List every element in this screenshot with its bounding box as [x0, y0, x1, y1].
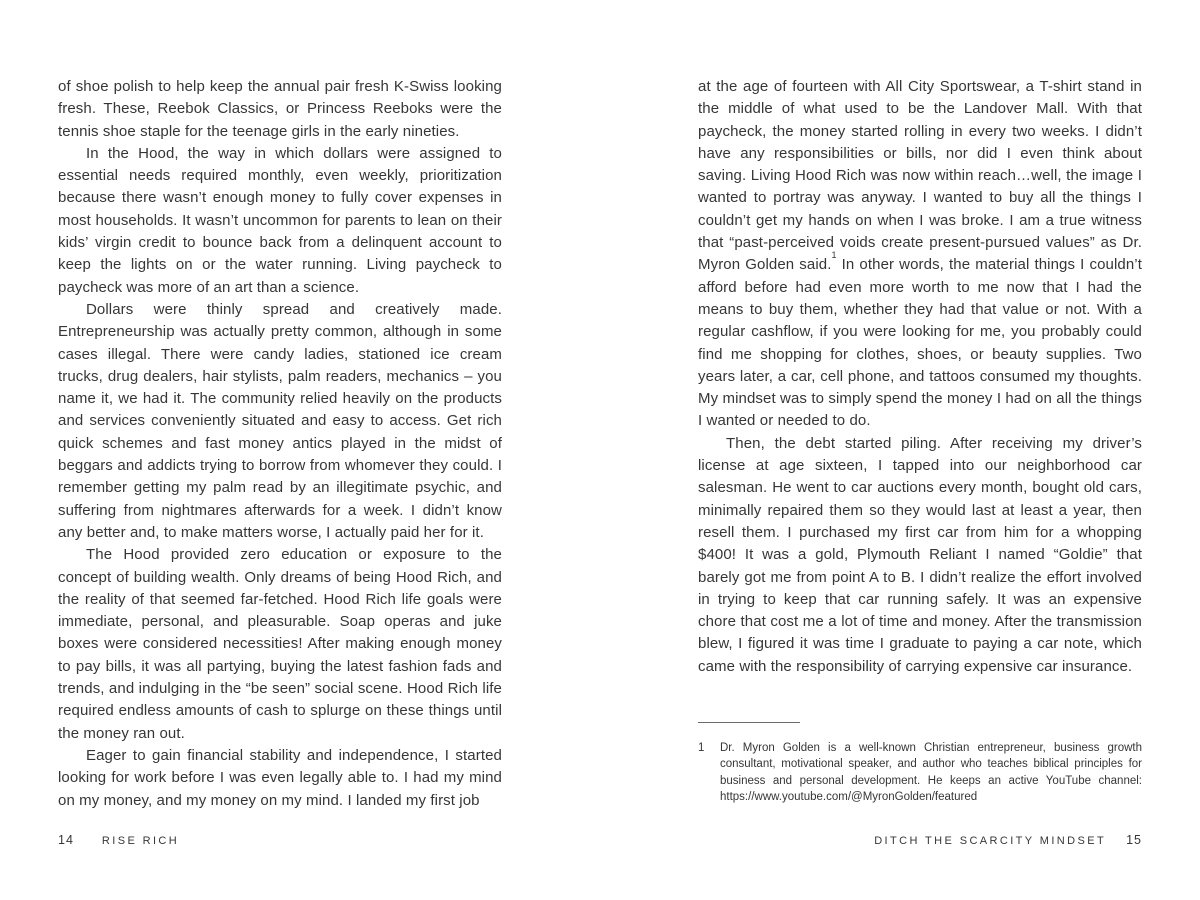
paragraph-text: In other words, the material things I couldn’t afford before had even more worth to me now that I had the means to buy them, whether they had that value or not. With a regular cashflow, if you were looking for me, you probably could find me shopping for clothes, shoes, or beauty supplies. Two years later, a car, cell phone, and tattoos consumed my thoughts. My mindset was to simply spend the money I had on all the things I wanted or needed to do.	[698, 256, 1142, 430]
body-paragraph: Eager to gain financial stability and independence, I started looking for work before I was even legally able to. I had my mind on my money, and my money on my mind. I landed my first job	[58, 746, 502, 809]
footnote-number: 1	[698, 742, 705, 754]
body-paragraph: The Hood provided zero education or exposure to the concept of building wealth. Only dreams of being Hood Rich, and the reality of that seemed far-fetched. Hood Rich life goals were immediate, personal, and pleasurable. Soap operas and juke boxes were considered necessities! After making enough money to pay bills, it was all partying, buying the latest fashion fads and trends, and indulging in the “be seen” social scene. Hood Rich life required endless amounts of cash to splurge on these things until the money ran out.	[58, 546, 502, 742]
footnote	[698, 740, 1142, 805]
body-paragraph	[698, 76, 1142, 433]
body-paragraph: Dollars were thinly spread and creatively made. Entrepreneurship was actually pretty common, although in some cases illegal. There were candy ladies, stationed ice cream trucks, drug dealers, hair stylists, palm readers, mechanics – you name it, we had it. The community relied heavily on the products and services conveniently situated and easy to access. Get rich quick schemes and fast money antics played in the midst of beggars and addicts trying to borrow from whomever they could. I remember getting my palm read by an illegitimate psychic, and suffering from nightmares afterwards for a week. I didn’t know any better and, to make matters worse, I actually paid her for it.	[58, 300, 502, 541]
page-number-left: 14	[58, 833, 74, 847]
page-right	[698, 76, 1142, 866]
body-paragraph: Then, the debt started piling. After receiving my driver’s license at age sixteen, I tapped into our neighborhood car salesman. He went to car auctions every month, bought old cars, minimally repaired them so they would last at least a year, then resell them. I purchased my first car from him for a whopping $400! It was a gold, Plymouth Reliant I named “Goldie” that barely got me from point A to B. I didn’t realize the effort involved in trying to keep that car running safely. It was an expensive chore that cost me a lot of time and money. After the transmission blew, I figured it was time I graduate to paying a car note, which came with the responsibility of carrying expensive car insurance.	[698, 434, 1142, 675]
page-left	[58, 76, 502, 866]
footer-right	[698, 833, 1142, 847]
running-header-chapter-title: DITCH THE SCARCITY MINDSET	[874, 835, 1107, 847]
footnote-area	[698, 722, 1142, 805]
footer-left	[58, 833, 502, 847]
footnote-text: Dr. Myron Golden is a well-known Christian entrepreneur, business growth consultant, motivational speaker, and author who teaches biblical principles for business and personal development. He keeps an active YouTube channel: https://www.youtube.com/@MyronGolden/featured	[720, 742, 1142, 803]
footnote-reference: 1	[831, 250, 837, 261]
footnote-divider	[698, 722, 800, 723]
body-paragraph: In the Hood, the way in which dollars were assigned to essential needs required monthly, even weekly, prioritization because there wasn’t enough money to fully cover expenses in most households. It wasn’t uncommon for parents to lean on their kids’ virgin credit to bounce back from a delinquent account to keep the lights on or the water running. Living paycheck to paycheck was more of an art than a science.	[58, 144, 502, 296]
page-number-right: 15	[1126, 833, 1142, 847]
body-paragraph: of shoe polish to help keep the annual pair fresh K-Swiss looking fresh. These, Reebok Classics, or Princess Reeboks were the tennis shoe staple for the teenage girls in the early nineties.	[58, 78, 502, 140]
paragraph-text: at the age of fourteen with All City Sportswear, a T-shirt stand in the middle of what used to be the Landover Mall. With that paycheck, the money started rolling in every two weeks. I didn’t have any responsibilities or bills, nor did I even think about saving. Living Hood Rich was now within reach…well, the image I wanted to portray was anyway. I wanted to buy all the things I couldn’t get my hands on when I was broke. I am a true witness that “past-perceived voids create present-pursued values” as Dr. Myron Golden said.	[698, 78, 1142, 274]
running-header-book-title: RISE RICH	[101, 835, 180, 847]
